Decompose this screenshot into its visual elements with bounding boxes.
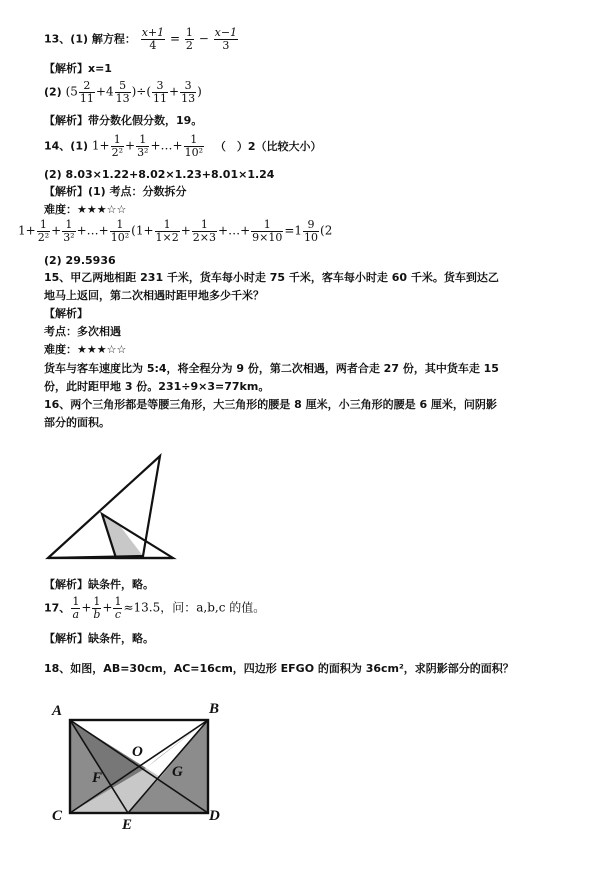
q14-difficulty	[44, 203, 126, 217]
q18-line1: 18、如图，AB=30cm，AC=16cm，四边形 EFGO 的面积为 36cm²，求阴影部分的面积？	[44, 662, 514, 675]
q13-p2-d: +	[169, 84, 180, 99]
q16-answer: 【解析】缺条件，略。	[44, 578, 154, 591]
q14-part2: (2) 8.03×1.22+8.02×1.23+8.01×1.24	[44, 168, 275, 181]
q13-p2-e: )	[197, 84, 202, 99]
q14-r-mid: (1+	[131, 223, 154, 238]
q14-frac-2: $\frac{1}{\text{3²}}$	[137, 133, 149, 159]
q13-frac-1: $\frac{x+1}{4}$	[141, 26, 165, 52]
q14-line1	[44, 134, 322, 159]
q13-p2-frac-d: $\frac{3}{13}$	[181, 79, 196, 105]
q15-answer-label: 【解析】	[44, 307, 88, 320]
q14-r-frac-2: $\frac{1}{\text{3²}}$	[63, 218, 75, 244]
q14-solution	[18, 219, 332, 244]
q14-answer-2: (2) 29.5936	[44, 254, 116, 267]
q17-frac-b: $\frac{1}{b}$	[93, 595, 101, 621]
q15-difficulty	[44, 343, 126, 357]
q18-label-o: O	[132, 744, 143, 760]
q14-r-dots: +…+	[76, 223, 109, 238]
q14-s-1: 1+	[91, 138, 110, 153]
q17-frac-c: $\frac{1}{c}$	[114, 595, 122, 621]
q13-frac-2: $\frac{1}{2}$	[185, 26, 193, 52]
q14-r-plus-2: +	[180, 223, 191, 238]
q18-label-g: G	[172, 764, 183, 780]
q15-line1: 15、甲乙两地相距 231 千米，货车每小时走 75 千米，客车每小时走 60 千米。货车到达乙	[44, 271, 499, 284]
q14-r-frac-6: $\frac{1}{9\times 10}$	[252, 218, 283, 244]
q14-difficulty-label: 难度：	[44, 203, 77, 216]
q18-label-e: E	[122, 817, 133, 833]
q16-large-triangle	[48, 456, 160, 558]
q16-triangle-figure	[40, 450, 190, 565]
q14-r-frac-5: $\frac{1}{2\times 3}$	[192, 218, 217, 244]
q14-answer: 【解析】(1) 考点：分数拆分	[44, 185, 187, 198]
q15-difficulty-label: 难度：	[44, 343, 77, 356]
q13-p2-a: (5	[65, 84, 78, 99]
q16-line1: 16、两个三角形都是等腰三角形，大三角形的腰是 8 厘米，小三角形的腰是 6 厘米，问阴影	[44, 398, 497, 411]
q15-line2: 地马上返回，第二次相遇时距甲地多少千米？	[44, 289, 264, 302]
q18-label-f: F	[92, 770, 103, 786]
q17-frac-a: $\frac{1}{a}$	[72, 595, 80, 621]
q16-line2: 部分的面积。	[44, 416, 110, 429]
q17-line	[44, 596, 265, 621]
q14-frac-3: $\frac{1}{\text{10²}}$	[184, 133, 204, 159]
q14-frac-1: $\frac{1}{\text{2²}}$	[111, 133, 123, 159]
q14-r-plus: +	[51, 223, 62, 238]
q14-r-frac-3: $\frac{1}{\text{10²}}$	[110, 218, 130, 244]
q18-label-a: A	[52, 703, 63, 719]
q17-prefix: 17、	[44, 601, 71, 615]
q13-minus: −	[198, 31, 209, 46]
q13-line2	[44, 80, 202, 105]
q17-answer: 【解析】缺条件，略。	[44, 632, 154, 645]
q14-r-tail: (2	[320, 223, 333, 238]
q13-line1	[44, 27, 239, 52]
q13-p2-prefix: (2)	[44, 85, 62, 99]
q13-eq: =	[169, 31, 181, 46]
q13-answer-1: 【解析】x=1	[44, 62, 112, 75]
q14-r-frac-4: $\frac{1}{1\times 2}$	[155, 218, 179, 244]
q15-solution-2: 份，此时距甲地 3 份。231÷9×3=77km。	[44, 380, 270, 393]
q13-p2-frac-b: $\frac{5}{13}$	[115, 79, 130, 105]
q15-topic: 考点：多次相遇	[44, 325, 121, 338]
q17-tail: ≈13.5，问：a,b,c 的值。	[123, 600, 266, 615]
q14-r-dots-2: +…+	[218, 223, 251, 238]
q13-p2-b: +4	[95, 84, 114, 99]
q14-dots: +…+	[150, 138, 183, 153]
q14-compare: （ ）2（比较大小）	[214, 139, 322, 153]
q13-answer-2: 【解析】带分数化假分数，19。	[44, 114, 203, 127]
q18-label-c: C	[52, 808, 63, 824]
q14-r-1: 1+	[18, 223, 36, 238]
q13-p2-c: )÷(	[131, 84, 152, 99]
q14-r-eq: =1	[284, 223, 303, 238]
q14-r-frac-7: $\frac{9}{10}$	[304, 218, 319, 244]
q14-plus: +	[125, 138, 136, 153]
q18-label-b: B	[209, 701, 220, 717]
q15-solution-1: 货车与客车速度比为 5:4，将全程分为 9 份，第二次相遇，两者合走 27 份，其中货车走 15	[44, 362, 499, 375]
q13-frac-3: $\frac{x-1}{3}$	[214, 26, 238, 52]
q18-label-d: D	[209, 808, 220, 824]
q14-r-frac-1: $\frac{1}{\text{2²}}$	[37, 218, 50, 244]
q14-difficulty-stars: ★★★☆☆	[77, 203, 127, 216]
q13-p2-frac-a: $\frac{2}{11}$	[79, 79, 94, 105]
q14-prefix: 14、(1)	[44, 139, 89, 153]
q17-plus-2: +	[102, 600, 113, 615]
q15-difficulty-stars: ★★★☆☆	[77, 343, 127, 356]
q13-prefix: 13、(1) 解方程：	[44, 32, 136, 46]
q17-plus-1: +	[81, 600, 92, 615]
q13-p2-frac-c: $\frac{3}{11}$	[153, 79, 168, 105]
